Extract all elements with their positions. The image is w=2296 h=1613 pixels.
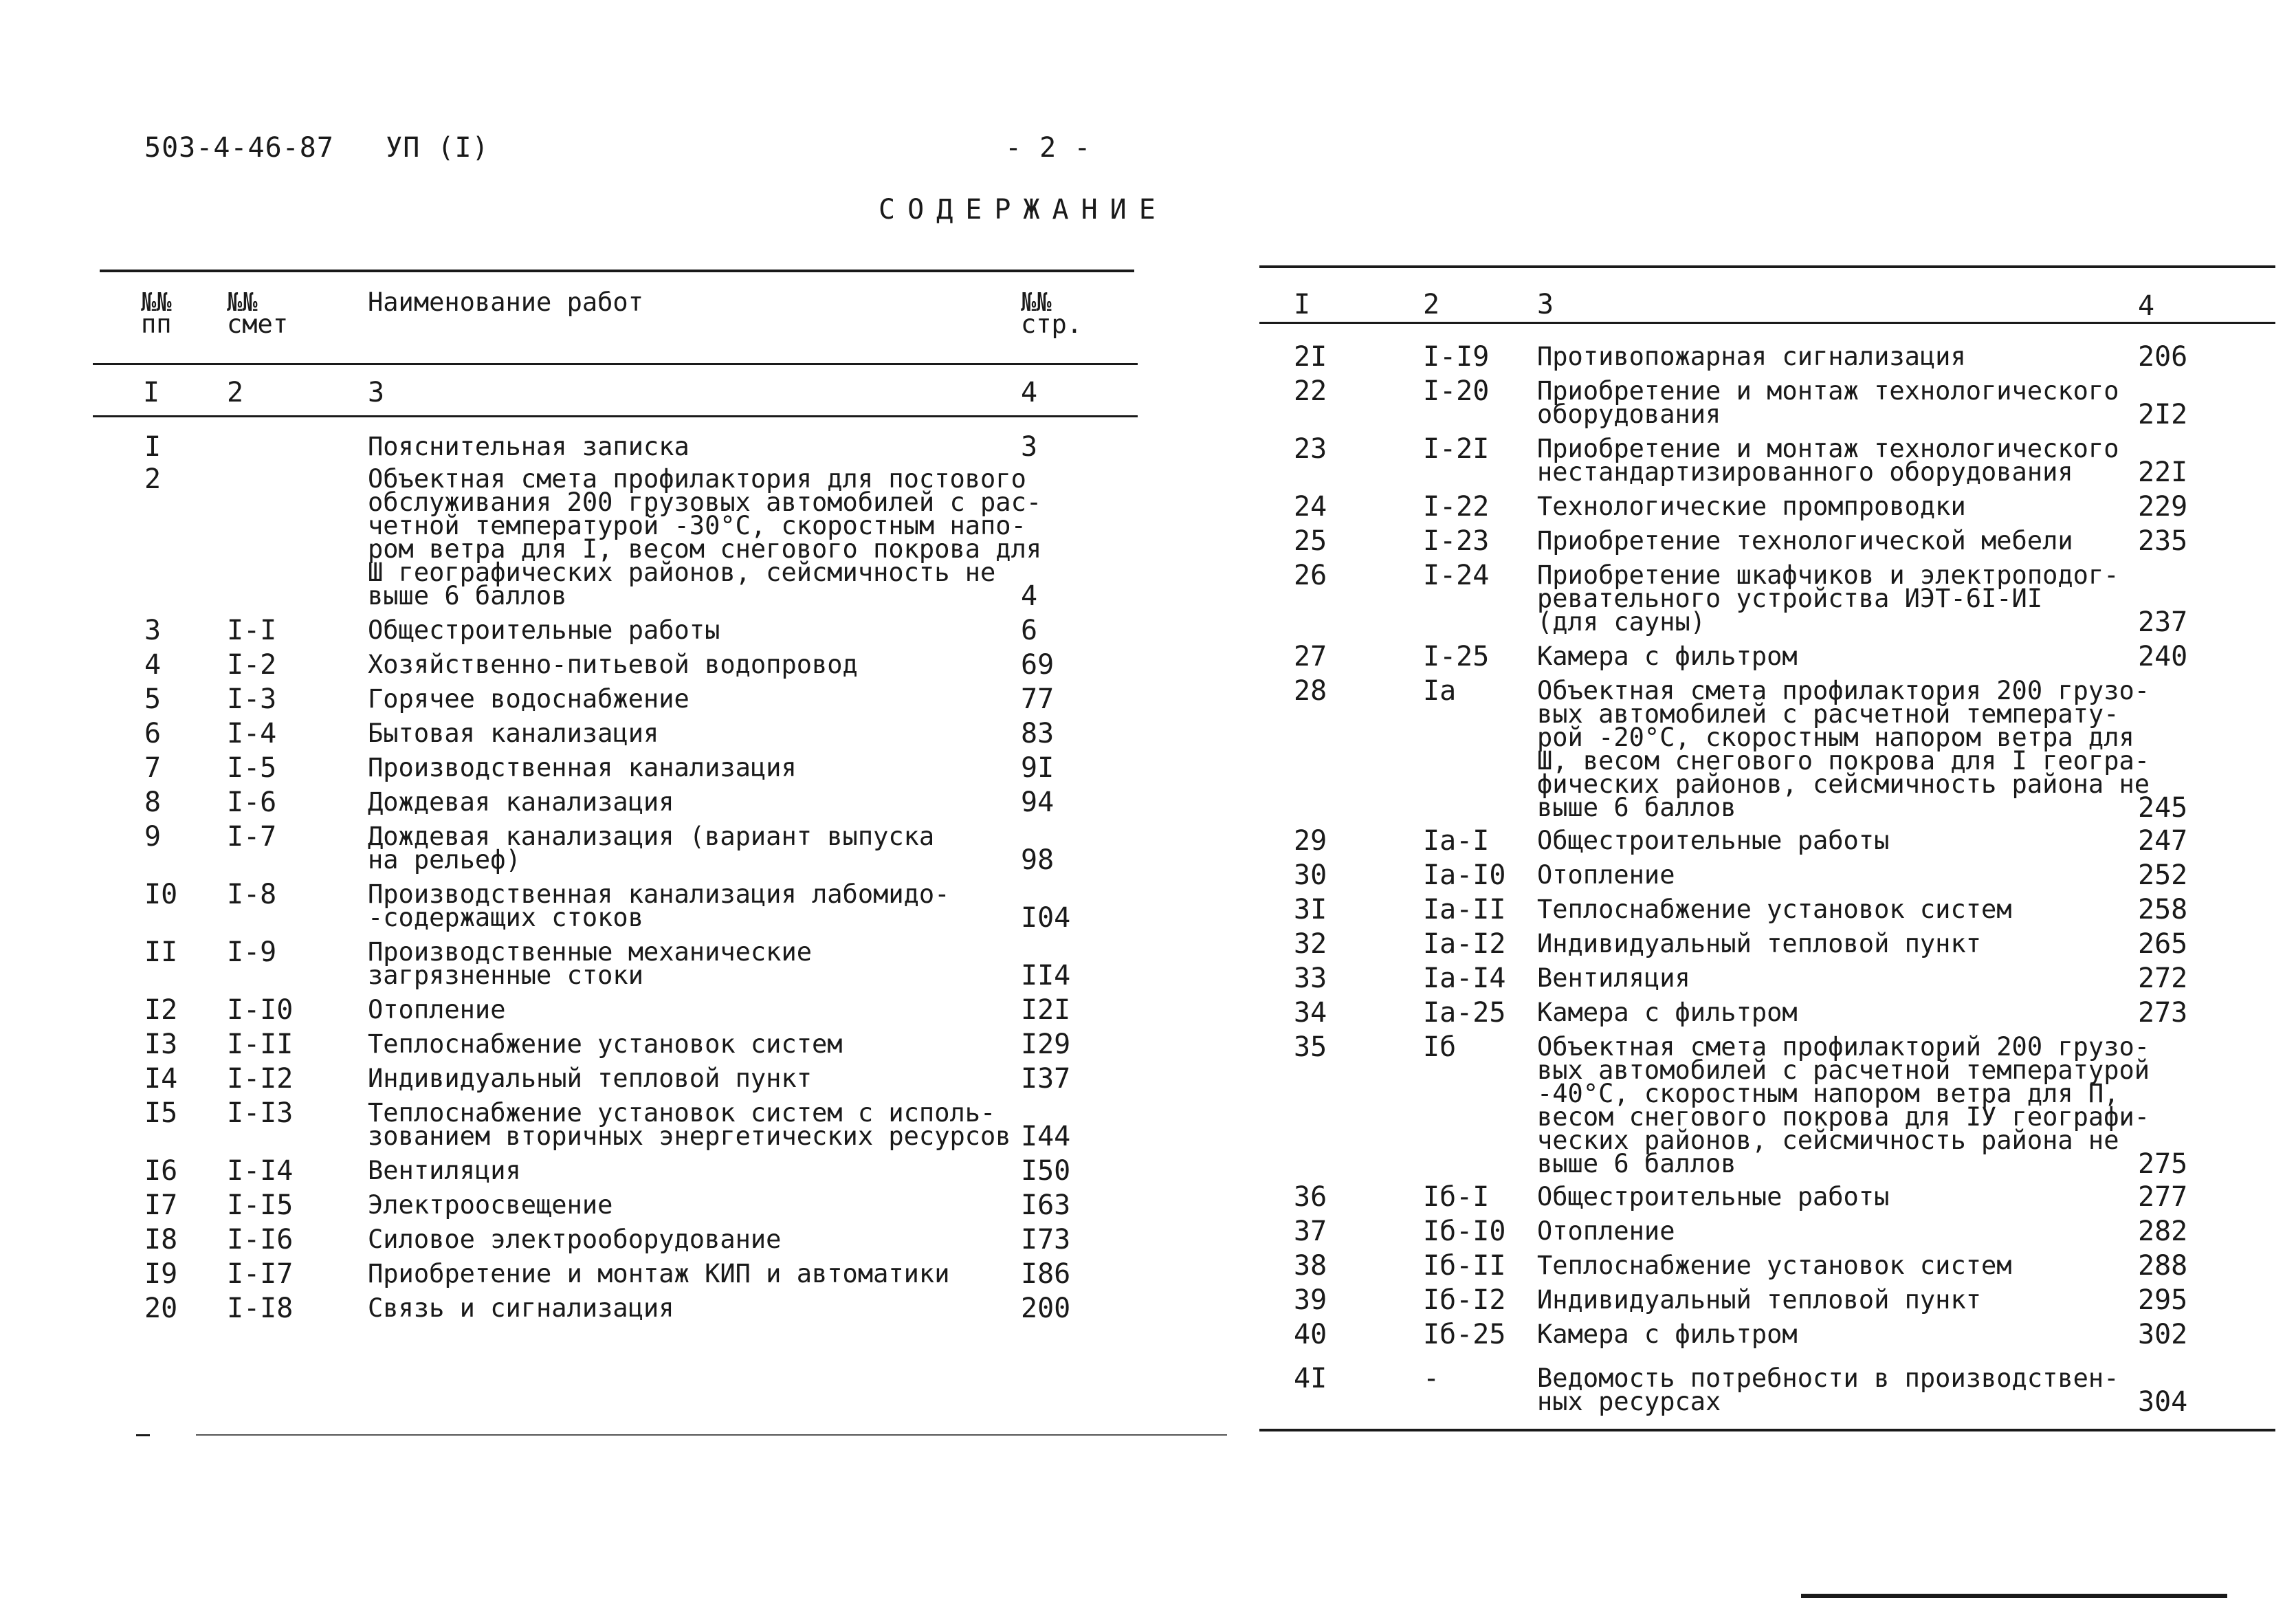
left-colnum-2: 2 [227,377,244,408]
estimate-number-est: Iб [1423,1031,1457,1063]
work-name-name: Теплоснабжение установок систем [1537,895,2012,924]
right-table-header-rule [1259,322,2275,324]
page-number-page: 252 [2138,859,2188,891]
work-name-name: Индивидуальный тепловой пункт [1537,1285,1982,1315]
page-number-page: 98 [1021,844,1055,876]
row-number-n: I [144,431,162,463]
estimate-number-est: I-7 [227,821,277,853]
estimate-number-est: I-9 [227,936,277,968]
page-number-page: I2I [1021,994,1071,1026]
right-colnum-2: 2 [1423,289,1440,320]
page-number-page: 3 [1021,431,1038,463]
row-number-n: 7 [144,752,162,784]
row-number-n: 9 [144,821,162,853]
page-number-page: 288 [2138,1250,2188,1282]
row-number-n: 25 [1294,525,1327,557]
left-colnum-3: 3 [368,377,385,408]
work-name-name: Общестроительные работы [1537,826,1890,855]
work-name-name: Камера с фильтром [1537,641,1798,671]
page-number-page: 94 [1021,787,1055,818]
page-number-page: 22I [2138,457,2188,488]
row-number-n: 20 [144,1293,178,1324]
estimate-number-est: - [1423,1363,1440,1394]
row-number-n: 22 [1294,375,1327,407]
row-number-n: 8 [144,787,162,818]
estimate-number-est: I-5 [227,752,277,784]
estimate-number-est: Iб-I [1423,1181,1490,1213]
page-number: - 2 - [1005,132,1092,164]
work-name-name: Объектная смета профилактория 200 грузо- вых автомобилей с расчетной температу- рой -20°С, скоростным напором ветра для Ш, весом снегового покрова для I геогра- фических районов, сейсмичность района не выше 6 баллов [1537,676,2150,822]
estimate-number-est: I-I0 [227,994,294,1026]
page-number-page: 6 [1021,615,1038,646]
row-number-n: 3 [144,615,162,646]
bottom-rule-dash [136,1434,150,1436]
left-table-top-rule [100,270,1134,272]
row-number-n: I9 [144,1258,178,1290]
page-number-page: 9I [1021,752,1055,784]
row-number-n: 32 [1294,928,1327,960]
work-name-name: Ведомость потребности в производствен- ных ресурсах [1537,1363,2119,1416]
page-number-page: 277 [2138,1181,2188,1213]
row-number-n: I3 [144,1029,178,1060]
estimate-number-est: I-II [227,1029,294,1060]
page-number-page: 235 [2138,525,2188,557]
estimate-number-est: I-23 [1423,525,1490,557]
work-name-name: Объектная смета профилакторий 200 грузо- вых автомобилей с расчетной температурой -40°С, скоростным напором ветра для П, весом снегового покрова для IУ географи- ческих районов, сейсмичность района не выше 6 баллов [1537,1032,2150,1178]
page-number-page: 237 [2138,606,2188,638]
row-number-n: 23 [1294,433,1327,465]
page-number-page: 229 [2138,491,2188,523]
page-number-page: I37 [1021,1063,1071,1095]
work-name-name: Приобретение и монтаж технологического нестандартизированного оборудования [1537,434,2119,487]
page-number-page: 275 [2138,1148,2188,1180]
row-number-n: 27 [1294,641,1327,672]
estimate-number-est: I-I9 [1423,341,1490,373]
row-number-n: 3I [1294,894,1327,925]
estimate-number-est: I-4 [227,718,277,749]
estimate-number-est: Iа [1423,675,1457,707]
page-number-page: 4 [1021,580,1038,612]
page-number-page: 302 [2138,1319,2188,1350]
row-number-n: 2I [1294,341,1327,373]
page-number-page: I63 [1021,1189,1071,1221]
right-colnum-4: 4 [2138,290,2155,322]
work-name-name: Приобретение и монтаж технологического оборудования [1537,376,2119,429]
page-number-page: I44 [1021,1121,1071,1152]
page-number-page: II4 [1021,960,1071,991]
page-number-page: 258 [2138,894,2188,925]
work-name-name: Вентиляция [368,1156,521,1185]
work-name-name: Приобретение технологической мебели [1537,526,2073,556]
estimate-number-est: Iа-I0 [1423,859,1506,891]
row-number-n: I7 [144,1189,178,1221]
work-name-name: Индивидуальный тепловой пункт [368,1064,813,1093]
page-number-page: 295 [2138,1284,2188,1316]
work-name-name: Связь и сигнализация [368,1293,674,1323]
work-name-name: Дождевая канализация (вариант выпуска на рельеф) [368,822,935,875]
page-number-page: 206 [2138,341,2188,373]
right-colnum-1: I [1294,289,1311,320]
row-number-n: I8 [144,1224,178,1255]
row-number-n: I4 [144,1063,178,1095]
work-name-name: Общестроительные работы [1537,1182,1890,1211]
estimate-number-est: Iб-I0 [1423,1216,1506,1247]
row-number-n: 38 [1294,1250,1327,1282]
estimate-number-est: I-22 [1423,491,1490,523]
work-name-name: Силовое электрооборудование [368,1225,782,1254]
estimate-number-est: I-I [227,615,277,646]
work-name-name: Дождевая канализация [368,787,674,817]
page-number-page: 247 [2138,825,2188,857]
estimate-number-est: I-8 [227,879,277,910]
page-number-page: I50 [1021,1155,1071,1187]
work-name-name: Отопление [368,995,506,1024]
row-number-n: 37 [1294,1216,1327,1247]
row-number-n: I5 [144,1097,178,1129]
work-name-name: Камера с фильтром [1537,1319,1798,1349]
row-number-n: 35 [1294,1031,1327,1063]
bottom-rule [196,1434,1227,1436]
left-header-page-number: №№ стр. [1021,287,1083,339]
row-number-n: I6 [144,1155,178,1187]
work-name-name: Электроосвещение [368,1190,613,1220]
left-colnum-4: 4 [1021,377,1038,408]
document-code: 503-4-46-87 УП (I) [144,132,489,164]
estimate-number-est: Iа-25 [1423,997,1506,1029]
page-number-page: 200 [1021,1293,1071,1324]
estimate-number-est: I-I4 [227,1155,294,1187]
row-number-n: 6 [144,718,162,749]
work-name-name: Индивидуальный тепловой пункт [1537,929,1982,958]
row-number-n: I2 [144,994,178,1026]
estimate-number-est: Iа-I4 [1423,963,1506,994]
estimate-number-est: I-25 [1423,641,1490,672]
estimate-number-est: I-I3 [227,1097,294,1129]
page-number-page: 272 [2138,963,2188,994]
left-table-colnum-rule [93,415,1138,417]
row-number-n: 5 [144,683,162,715]
page-number-page: 265 [2138,928,2188,960]
work-name-name: Теплоснабжение установок систем [1537,1251,2012,1280]
row-number-n: 30 [1294,859,1327,891]
row-number-n: 4 [144,649,162,681]
estimate-number-est: Iа-I [1423,825,1490,857]
page-number-page: 240 [2138,641,2188,672]
work-name-name: Объектная смета профилактория для постового обслуживания 200 грузовых автомобилей с рас- четной температурой -30°С, скоростным напо- ром ветра для I, весом снегового покрова для Ш географических районов, сейсмичность не выше 6 баллов [368,464,1042,611]
work-name-name: Общестроительные работы [368,615,720,645]
right-table-bottom-rule [1259,1429,2275,1431]
page-number-page: I86 [1021,1258,1071,1290]
estimate-number-est: I-2 [227,649,277,681]
row-number-n: I0 [144,879,178,910]
page-number-page: 273 [2138,997,2188,1029]
left-colnum-1: I [143,377,160,408]
estimate-number-est: I-6 [227,787,277,818]
work-name-name: Производственные механические загрязненные стоки [368,937,813,990]
estimate-number-est: I-24 [1423,560,1490,591]
row-number-n: 39 [1294,1284,1327,1316]
work-name-name: Камера с фильтром [1537,998,1798,1027]
estimate-number-est: I-I6 [227,1224,294,1255]
work-name-name: Отопление [1537,860,1675,890]
work-name-name: Горячее водоснабжение [368,684,689,714]
page-number-page: 245 [2138,792,2188,824]
estimate-number-est: I-I2 [227,1063,294,1095]
page-number-page: I29 [1021,1029,1071,1060]
row-number-n: 2 [144,463,162,495]
estimate-number-est: Iа-II [1423,894,1506,925]
estimate-number-est: I-2I [1423,433,1490,465]
work-name-name: Приобретение и монтаж КИП и автоматики [368,1259,950,1288]
work-name-name: Хозяйственно-питьевой водопровод [368,650,858,679]
estimate-number-est: Iб-25 [1423,1319,1506,1350]
right-table-top-rule [1259,265,2275,268]
estimate-number-est: Iб-I2 [1423,1284,1506,1316]
estimate-number-est: I-I7 [227,1258,294,1290]
row-number-n: 34 [1294,997,1327,1029]
page-number-page: 282 [2138,1216,2188,1247]
work-name-name: Технологические промпроводки [1537,492,1966,521]
estimate-number-est: I-I5 [227,1189,294,1221]
work-name-name: Вентиляция [1537,963,1690,993]
row-number-n: II [144,936,178,968]
page-number-page: I73 [1021,1224,1071,1255]
work-name-name: Теплоснабжение установок систем с исполь- зованием вторичных энергетических ресурсов [368,1098,1011,1151]
page-number-page: 77 [1021,683,1055,715]
row-number-n: 29 [1294,825,1327,857]
work-name-name: Пояснительная записка [368,432,689,461]
estimate-number-est: I-I8 [227,1293,294,1324]
left-header-estimate-number: №№ смет [227,287,289,339]
left-table-header-rule [93,363,1138,365]
work-name-name: Приобретение шкафчиков и электроподог- ревательного устройства ИЭТ-6I-ИI (для сауны) [1537,560,2119,637]
row-number-n: 33 [1294,963,1327,994]
estimate-number-est: I-20 [1423,375,1490,407]
row-number-n: 4I [1294,1363,1327,1394]
work-name-name: Производственная канализация лабомидо- -содержащих стоков [368,879,950,932]
page-number-page: 69 [1021,649,1055,681]
work-name-name: Производственная канализация [368,753,797,782]
right-colnum-3: 3 [1537,289,1554,320]
row-number-n: 36 [1294,1181,1327,1213]
page-title: СОДЕРЖАНИЕ [879,194,1168,226]
estimate-number-est: Iа-I2 [1423,928,1506,960]
row-number-n: 24 [1294,491,1327,523]
work-name-name: Теплоснабжение установок систем [368,1029,843,1059]
row-number-n: 26 [1294,560,1327,591]
row-number-n: 40 [1294,1319,1327,1350]
page-number-page: 83 [1021,718,1055,749]
row-number-n: 28 [1294,675,1327,707]
page-number-page: 304 [2138,1386,2188,1418]
work-name-name: Бытовая канализация [368,718,659,748]
footer-rule [1801,1594,2227,1598]
page-number-page: I04 [1021,902,1071,934]
left-header-work-name: Наименование работ [368,287,643,317]
left-header-row-number: №№ пп [141,287,172,339]
estimate-number-est: Iб-II [1423,1250,1506,1282]
page-number-page: 2I2 [2138,399,2188,430]
work-name-name: Противопожарная сигнализация [1537,342,1966,371]
estimate-number-est: I-3 [227,683,277,715]
work-name-name: Отопление [1537,1216,1675,1246]
